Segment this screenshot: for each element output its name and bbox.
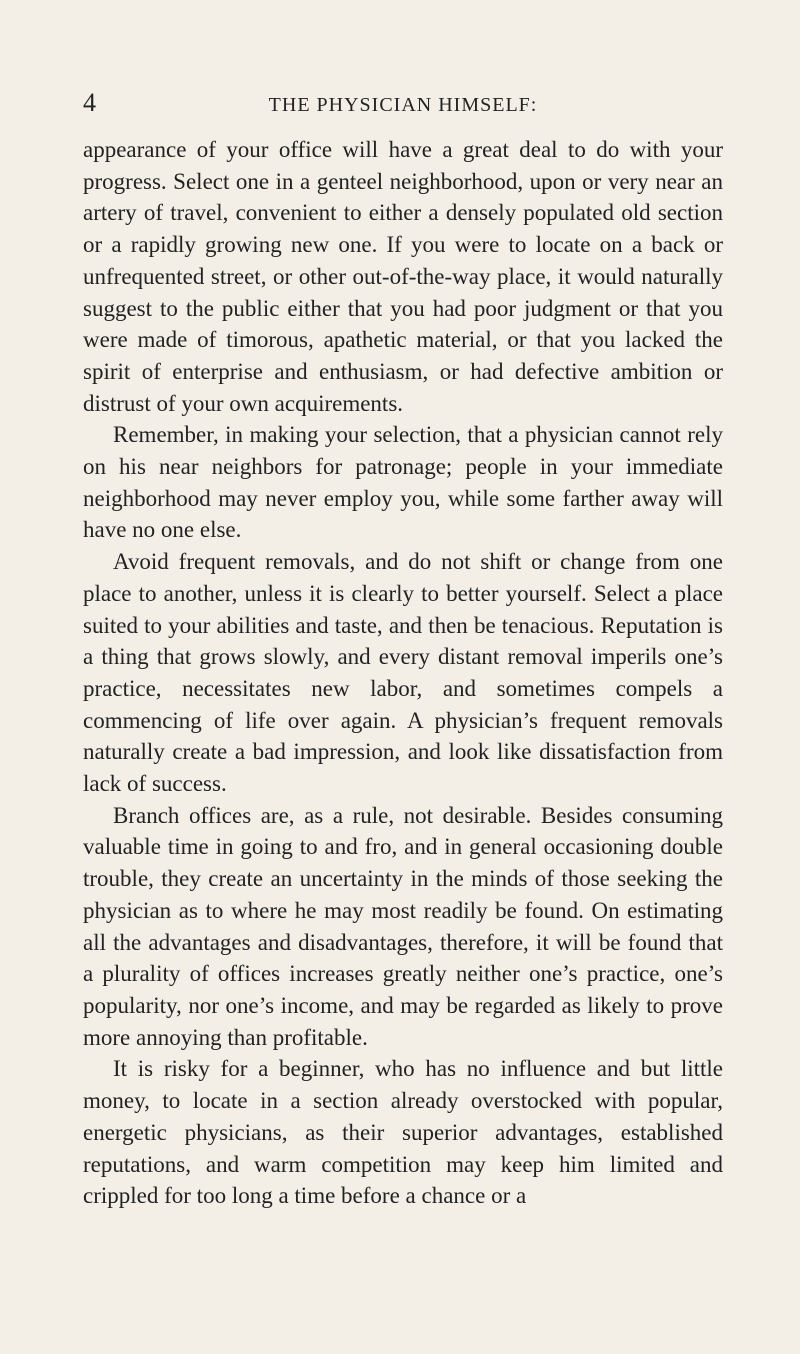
paragraph-removals: Avoid frequent removals, and do not shift or change from one place to another, unless it is clearly to better yourself. Select a place suited to your abilities and taste, and then be tenacious. Reputation is a thing that grows slowly, and every distant removal imperils one’s practice, necessitates new labor, and sometimes compels a commencing of life over again. A physician’s frequent removals naturally create a bad impression, and look like dissatisfaction from lack of success. <box>83 549 723 797</box>
running-head: THE PHYSICIAN HIMSELF: <box>268 94 538 116</box>
paragraph-office-appearance: appearance of your office will have a great deal to do with your progress. Select one in a genteel neighborhood, upon or very near an artery of travel, convenient to either a densely populated old section or a rapidly growing new one. If you were to locate on a back or unfrequented street, or other out-of-the-way place, it would naturally suggest to the public either that you had poor judgment or that you were made of timorous, apathetic material, or that you lacked the spirit of enterprise and enthusiasm, or had defective ambition or distrust of your own acquirements. <box>83 137 723 416</box>
page-number: 4 <box>83 88 96 117</box>
paragraph-neighbors: Remember, in making your selection, that a physician cannot rely on his near neighbors for patronage; people in your immediate neighborhood may never employ you, while some farther away will have no one else. <box>83 422 723 543</box>
page-header <box>83 88 723 118</box>
paragraph-risky-location: It is risky for a beginner, who has no influence and but little money, to locate in a section already overstocked with popular, energetic physicians, as their superior advantages, established reputations, and warm competition may keep him limited and crippled for too long a time before a chance or a <box>83 1056 723 1209</box>
paragraph-branch-offices: Branch offices are, as a rule, not desirable. Besides consuming valuable time in going to and fro, and in general occasioning double trouble, they create an uncertainty in the minds of those seeking the physician as to where he may most readily be found. On estimating all the advantages and disadvantages, therefore, it will be found that a plurality of offices increases greatly neither one’s practice, one’s popularity, nor one’s income, and may be regarded as likely to prove more annoying than profitable. <box>83 802 723 1050</box>
book-page <box>83 88 723 1212</box>
